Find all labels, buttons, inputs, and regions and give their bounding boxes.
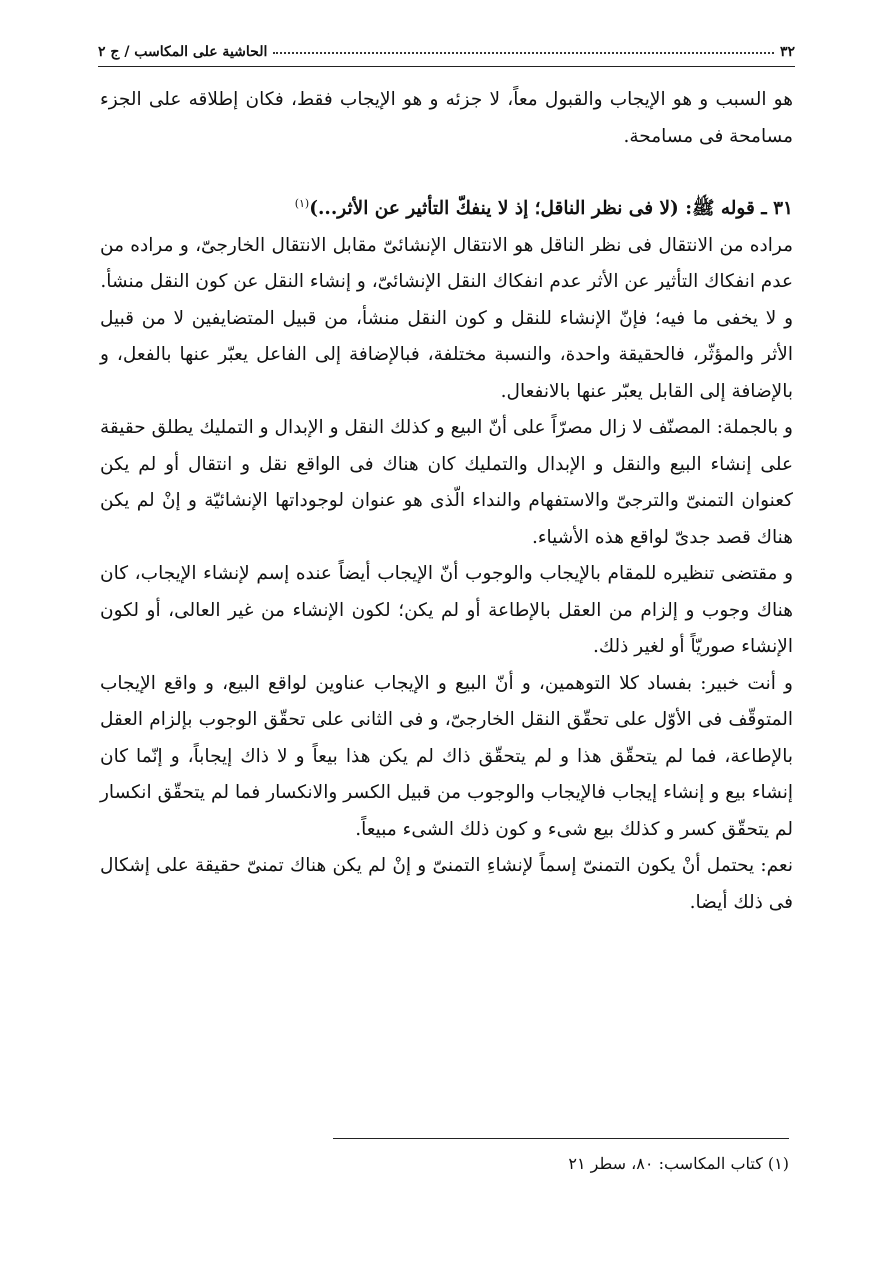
main-text	[100, 82, 793, 921]
footnote-marker: (۱)	[294, 196, 310, 210]
paragraph: و مقتضى تنظيره للمقام بالإيجاب والوجوب أنّ الإيجاب أيضاً عنده إسم لإنشاء الإيجاب، كان هناك وجوب و إلزام من العقل بالإطاعة أو لم يكن؛ لكون الإنشاء من غير العالى، أو لكون الإنشاء صوريّاً أو لغير ذلك.	[100, 563, 793, 657]
section-heading	[100, 191, 793, 228]
paragraph: هو السبب و هو الإيجاب والقبول معاً، لا جزئه و هو الإيجاب فقط، فكان إطلاقه على الجزء مسامحة فى مسامحة.	[100, 89, 793, 147]
running-title: الحاشية على المكاسب / ج ۲	[98, 44, 268, 60]
paragraph: و بالجملة: المصنّف لا زال مصرّاً على أنّ البيع و كذلك النقل و الإبدال و التمليك يطلق حقيقة على إنشاء البيع والنقل و الإبدال والتمليك كان هناك فى الواقع نقل و انتقال أو لم يكن كعنوان التمنىّ والترجىّ والاستفهام والنداء الّذى هو عنوان لوجوداتها الإنشائيّة و إنْ لم يكن هناك قصد جدىّ لواقع هذه الأشياء.	[100, 417, 793, 548]
page-number: ۳۲	[779, 44, 795, 60]
paragraph: نعم: يحتمل أنْ يكون التمنىّ إسماً لإنشاءِ التمنىّ و إنْ لم يكن هناك تمنىّ حقيقة على إشكال فى ذلك أيضا.	[100, 855, 793, 913]
paragraph: و لا يخفى ما فيه؛ فإنّ الإنشاء للنقل و كون النقل منشأ، من قبيل المتضايفين لا من قبيل الأثر والمؤثّر، فالحقيقة واحدة، والنسبة مختلفة، فبالإضافة إلى الفاعل يعبّر عنها بالفعل، و بالإضافة إلى القابل يعبّر عنها بالانفعال.	[100, 307, 793, 402]
footnote-rule	[333, 1138, 789, 1139]
running-head	[98, 34, 795, 60]
paragraph: و أنت خبير: بفساد كلا التوهمين، و أنّ البيع و الإيجاب عناوين لواقع البيع، و واقع الإيجاب المتوقّف فى الأوّل على تحقّق النقل الخارجىّ، و فى الثانى على تحقّق الوجوب بإلزام العقل بالإطاعة، فما لم يتحقّق هذا و لم يتحقّق ذاك لم يكن هذا بيعاً و لا ذاك إيجاباً، و إنّما كان إنشاء بيع و إنشاء إيجاب فالإيجاب والوجوب من قبيل الكسر والانكسار فما لم يتحقّق انكسار لم يتحقّق كسر و كذلك بيع شىء و كون ذلك الشىء مبيعاً.	[100, 672, 793, 840]
dot-leader	[273, 52, 774, 54]
paragraph: مراده من الانتقال فى نظر الناقل هو الانتقال الإنشائىّ مقابل الانتقال الخارجىّ، و مراده من عدم انفكاك التأثير عن الأثر عدم انفكاك النقل الإنشائىّ، و إنشاء النقل عن كون النقل منشأ.	[100, 234, 793, 292]
header-rule	[98, 66, 795, 67]
heading-text: ۳۱ ـ قوله ﷺ: (لا فى نظر الناقل؛ إذ لا ينفكّ التأثير عن الأثر...)	[309, 198, 793, 219]
footnote: (۱) كتاب المكاسب: ۸۰، سطر ۲۱	[568, 1154, 789, 1173]
